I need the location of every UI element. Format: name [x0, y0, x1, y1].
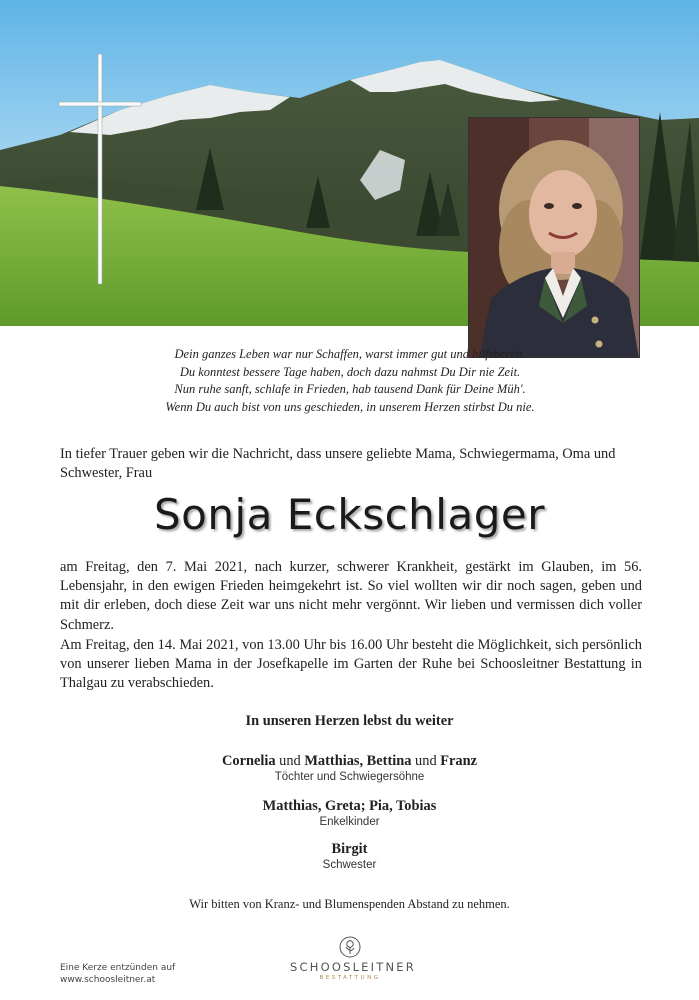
family-name: Matthias, Bettina [304, 753, 412, 769]
poem-line: Wenn Du auch bist von uns geschieden, in unserem Herzen stirbst Du nie. [165, 399, 535, 414]
family-role: Enkelkinder [319, 816, 380, 828]
farewell-paragraph: Am Freitag, den 14. Mai 2021, von 13.00 Uhr bis 16.00 Uhr besteht die Möglichkeit, sich persönlich von unserer lieben Mama in der Josefkapelle im Garten der Ruhe bei Schoosleitner Bestattung in Thalgau zu verabschieden. [60, 637, 642, 692]
company-logo [290, 936, 416, 981]
death-notice-paragraph: am Freitag, den 7. Mai 2021, nach kurzer, schwerer Krankheit, gestärkt im Glauben, im 56. Lebensjahr, in den ewigen Frieden heimgekehrt ist. So viel wollten wir dir noch sagen, geben und mit dir erleben, doch diese Zeit war uns nicht mehr vergönnt. Wir lieben und vermissen dich voller Schmerz. [60, 559, 642, 633]
portrait-photo [468, 117, 640, 358]
family-name: Franz [440, 753, 477, 769]
candle-info [60, 962, 175, 986]
family-group-sister [0, 840, 699, 873]
joiner-text: und [275, 753, 305, 769]
rose-icon [339, 936, 361, 958]
family-role: Töchter und Schwiegersöhne [274, 771, 425, 783]
family-names [0, 752, 699, 770]
family-group-daughters [0, 752, 699, 785]
deceased-name: Sonja Eckschlager [154, 490, 545, 539]
flower-request: Wir bitten von Kranz- und Blumenspenden Abstand zu nehmen. [189, 897, 510, 911]
family-group-grandchildren [0, 797, 699, 830]
candle-link[interactable]: www.schoosleitner.at [60, 975, 156, 985]
poem-line: Dein ganzes Leben war nur Schaffen, warst immer gut und hilfsbereit. [174, 347, 526, 361]
joiner-text: und [411, 753, 441, 769]
poem [40, 346, 660, 416]
poem-line: Du konntest bessere Tage haben, doch dazu nahmst Du Dir nie Zeit. [179, 364, 521, 379]
family-names [0, 840, 699, 858]
logo-subline: BESTATTUNG [319, 975, 381, 981]
family-name: Cornelia [221, 753, 276, 769]
family-name: Birgit [331, 841, 368, 857]
family-name: Matthias, Greta; Pia, Tobias [262, 798, 437, 814]
logo-wordmark: SCHOOSLEITNER [290, 960, 416, 974]
family-names [0, 797, 699, 815]
family-role: Schwester [322, 859, 377, 871]
poem-line: Nun ruhe sanft, schlafe in Frieden, hab tausend Dank für Deine Müh'. [174, 382, 526, 396]
intro-text: In tiefer Trauer geben wir die Nachricht, dass unsere geliebte Mama, Schwiegermama, Oma und Schwester, Frau [60, 446, 616, 482]
candle-text: Eine Kerze entzünden auf [60, 963, 176, 973]
motto: In unseren Herzen lebst du weiter [245, 713, 454, 729]
